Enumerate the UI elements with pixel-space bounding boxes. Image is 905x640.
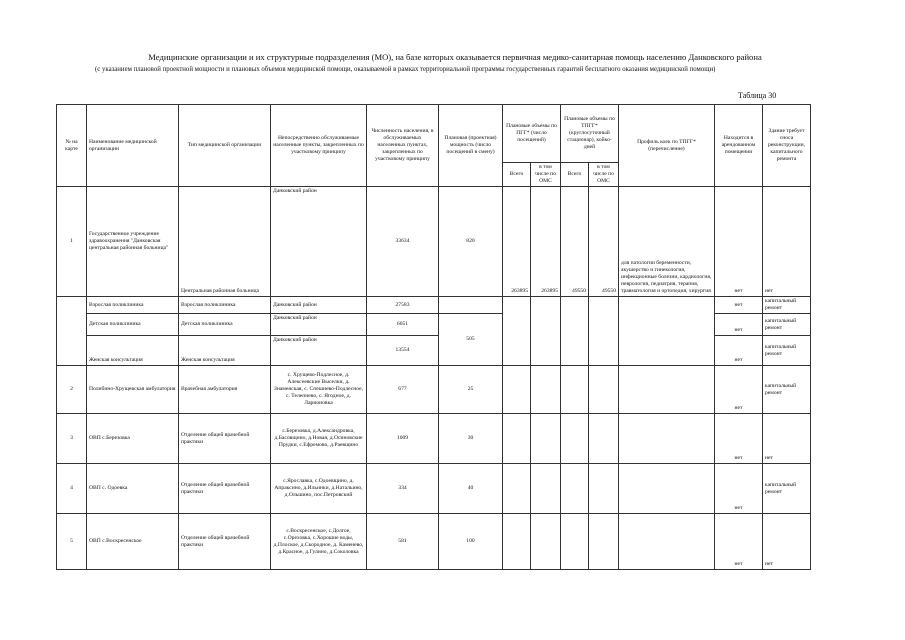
document-title: Медицинские организации и их структурные подразделения (МО), на базе которых оказывается первичная медико-санитарная помощь населению Данковского района [148,52,762,62]
population: 334 [367,464,439,514]
served-points: Данковский район [271,187,367,297]
header-hospital-total: Всего [561,163,589,187]
capacity: 820 [439,187,503,297]
org-type: Центральная районная больница [179,187,271,297]
header-points: Непосредственно обслуживаемые населенные пункты, закрепленных по участковому принципу [271,105,367,187]
table-number: Таблица 30 [738,91,777,100]
header-capacity: Плановая (проектная) мощность (число посещений в смену) [439,105,503,187]
org-type: Отделение общей врачебной практики [179,464,271,514]
row-num: 3 [57,414,87,464]
hospital-oms: 49550 [589,187,619,297]
table-row [57,514,811,570]
repair: нет [763,414,811,464]
org-name: ОВП с.Березовка [87,414,179,464]
premises: нет [715,297,763,314]
org-name: Детская поликлиника [87,314,179,336]
capacity: 505 [439,314,503,366]
capacity: 30 [439,414,503,464]
org-name: Государственное учреждение здравоохранения "Данковская центральная районная больница" [87,187,179,297]
header-premises: Находится в арендованном помещении [715,105,763,187]
repair: нет [763,187,811,297]
population: 1009 [367,414,439,464]
table-row [57,297,811,314]
org-name: ОВП с.Воскресенское [87,514,179,570]
premises: нет [715,336,763,366]
header-name: Наименование медицинской организации [87,105,179,187]
premises: нет [715,314,763,336]
table-row [57,414,811,464]
table-row [57,187,811,297]
capacity: 40 [439,464,503,514]
org-name: Женская консультация [87,336,179,366]
repair: капитальный ремонт [763,366,811,414]
visits-total: 263895 [503,187,531,297]
served-points: Данковский район [271,336,367,366]
population: 13554 [367,336,439,366]
org-type: Взрослая поликлиника [179,297,271,314]
row-num: 4 [57,464,87,514]
premises: нет [715,414,763,464]
header-num: № на карте [57,105,87,187]
org-type: Детская поликлиника [179,314,271,336]
org-type: Врачебная амбулатория [179,366,271,414]
served-points: с.Воскресенское, с.Долгое, с.Ореховка, с.Хорошие воды, д.Плоское, д.Скородное, д. Каменево, д.Красное, д.Гулино, д.Соколовка [271,514,367,570]
premises: нет [715,366,763,414]
header-population: Численность населения, в обслуживаемых населенных пунктах, закрепленных по участковому принципу [367,105,439,187]
table-row [57,464,811,514]
capacity: 25 [439,366,503,414]
visits-oms: 263895 [531,187,561,297]
capacity: 100 [439,514,503,570]
repair: нет [763,514,811,570]
population: 6051 [367,314,439,336]
table-row [57,366,811,414]
header-type: Тип медицинской организации [179,105,271,187]
row-num: 5 [57,514,87,570]
header-repair: Здание требует сноса реконструкции, капитального ремонта [763,105,811,187]
row-num: 2 [57,366,87,414]
org-type: Отделение общей врачебной практики [179,514,271,570]
header-profile: Профиль коек по ТПГГ* (перечисление) [619,105,715,187]
hospital-total: 49550 [561,187,589,297]
premises: нет [715,187,763,297]
org-name: ОВП с. Одоевка [87,464,179,514]
header-visits-oms: в том числе по ОМС [531,163,561,187]
document-subtitle: (с указанием плановой проектной мощности и плановых объемов медицинской помощи, оказываемой в рамках территориальной программы государственных гарантий бесплатного оказания медицинской помощи) [95,66,716,73]
mo-table [56,104,811,570]
repair: капитальный ремонт [763,297,811,314]
repair: капитальный ремонт [763,336,811,366]
header-hospital: Плановые объемы по ТПГГ* (круглосуточный стационар), койко-дней [561,105,619,163]
premises: нет [715,464,763,514]
header-visits-total: Всего [503,163,531,187]
served-points: Данковский район [271,314,367,336]
served-points: с.Ярославка, с.Одоевщино, д. Апраксино, д.Ильинки, д.Натальино, д.Ольшино, пос.Петровский [271,464,367,514]
bed-profile: для патологии беременности, акушерство и гинекология, инфекционные болезни, кардиология, неврология, педиатрия, терапия, травматология и ортопедия, хирургия [619,187,715,297]
served-points: с.Березовка, д.Александровка, д.Басовщино, д.Новая, д.Осиновские Прудки, с.Ефремово, д.Раевщино [271,414,367,464]
org-type: Отделение общей врачебной практики [179,414,271,464]
population: 33634 [367,187,439,297]
population: 27583 [367,297,439,314]
org-type: Женская консультация [179,336,271,366]
repair: капитальный ремонт [763,464,811,514]
repair: капитальный ремонт [763,314,811,336]
premises: нет [715,514,763,570]
header-visits: Плановые объемы по ПГГ* (число посещений) [503,105,561,163]
served-points: с. Хрущево-Подлесное, д. Алексеевские Выселки, д. Знаменская, с. Спешнево-Подлесное, с. Телепнево, с. Ягодное, д. Ларионовка [271,366,367,414]
population: 581 [367,514,439,570]
org-name: Взрослая поликлиника [87,297,179,314]
header-hospital-oms: в том числе по ОМС [589,163,619,187]
org-name: Полибино-Хрущевская амбулатория [87,366,179,414]
row-num: 1 [57,187,87,297]
served-points: Данковский район [271,297,367,314]
population: 677 [367,366,439,414]
